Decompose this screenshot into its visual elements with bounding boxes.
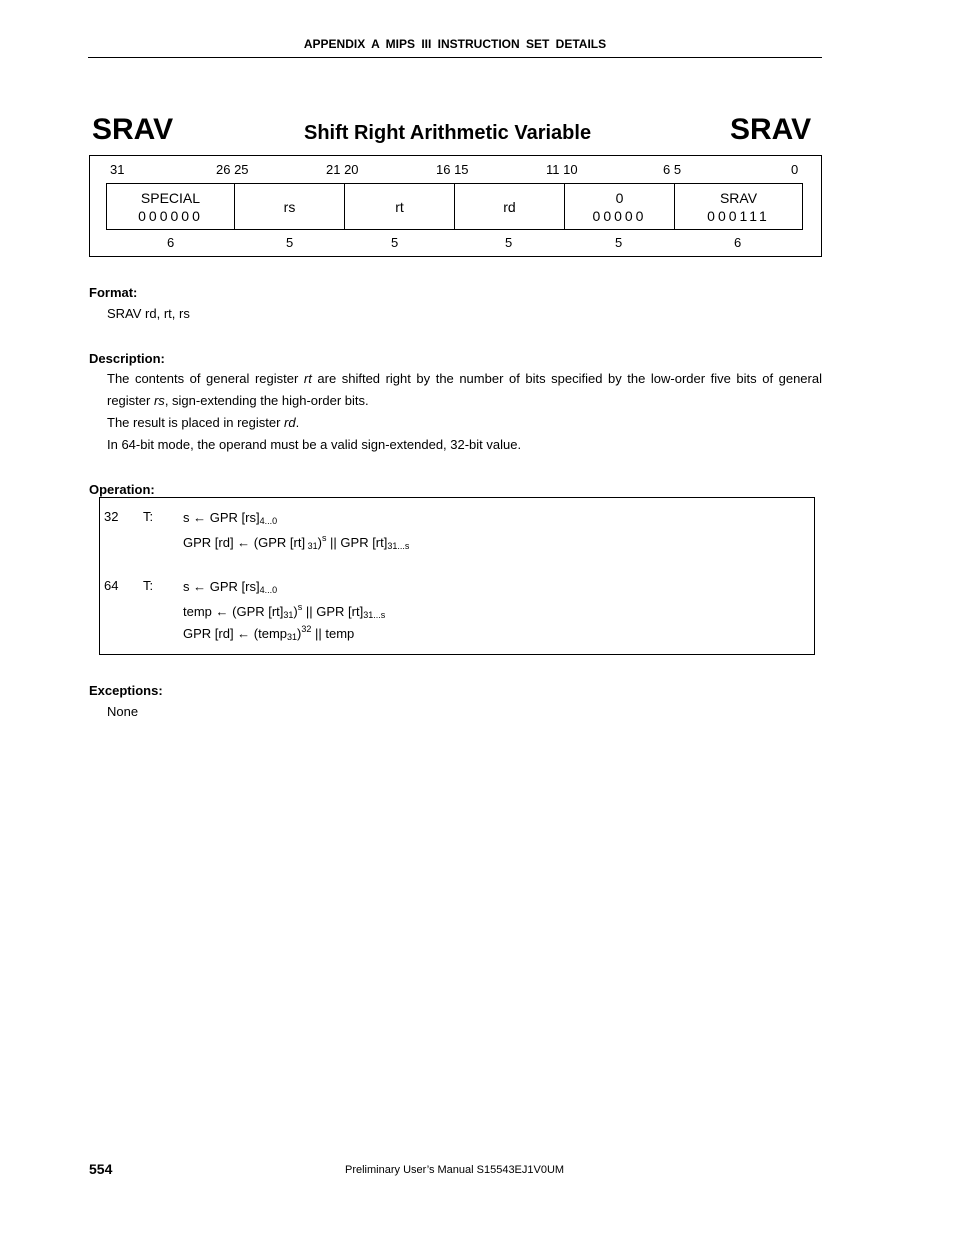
field-width: 6 (734, 235, 742, 250)
field-name: rd (503, 198, 516, 215)
text-run: ) (293, 604, 298, 619)
text-run: GPR [rd] ← (GPR [rt] (183, 535, 306, 550)
field-width: 5 (391, 235, 399, 250)
footer-manual-id: Preliminary User’s Manual S15543EJ1V0UM (345, 1164, 565, 1176)
field-code: 00000 (592, 207, 647, 224)
register-rt: rt (303, 371, 312, 386)
subscript: 4...0 (259, 516, 278, 526)
page-number: 554 (89, 1161, 113, 1177)
text-run: The result is placed in register (107, 415, 285, 430)
operation-line (183, 579, 277, 595)
field-name: SRAV (719, 189, 758, 206)
mode-32-label: 32 (104, 509, 119, 524)
encoding-fields (106, 183, 803, 230)
text-run: The contents of general register (107, 371, 304, 386)
field-name: SPECIAL (140, 189, 201, 206)
bit-label: 21 20 (326, 162, 359, 177)
running-head: APPENDIX A MIPS III INSTRUCTION SET DETAILS (303, 37, 607, 51)
text-run: . (295, 415, 300, 430)
field-code: 000111 (707, 207, 770, 224)
description-paragraph (107, 368, 822, 412)
text-run: ) (297, 626, 302, 641)
field-rd (455, 184, 565, 229)
text-run: ) (317, 535, 322, 550)
field-width: 5 (615, 235, 623, 250)
mode-64-label: 64 (104, 578, 119, 593)
text-run: , sign-extending the high-order bits. (164, 393, 369, 408)
text-run: are shifted right by the number of bits specified by the low-order five bits of general register (107, 371, 822, 408)
instruction-title: Shift Right Arithmetic Variable (304, 122, 592, 144)
description-paragraph: In 64-bit mode, the operand must be a valid sign-extended, 32-bit value. (107, 437, 522, 452)
header-rule (88, 57, 822, 58)
encoding-diagram (89, 155, 822, 257)
subscript: 31...s (387, 541, 410, 551)
text-run: || GPR [rt] (326, 535, 388, 550)
subscript: 31 (305, 541, 318, 551)
operation-box (99, 497, 815, 655)
operation-line (183, 510, 277, 526)
field-name: 0 (615, 189, 624, 206)
operation-line (183, 602, 385, 620)
field-rt (345, 184, 455, 229)
mnemonic-left: SRAV (92, 113, 174, 146)
subscript: 4...0 (259, 585, 278, 595)
bit-label: 6 5 (663, 162, 682, 177)
bit-label: 31 (110, 162, 125, 177)
mnemonic-right: SRAV (730, 113, 812, 146)
field-width: 5 (286, 235, 294, 250)
register-rd: rd (284, 415, 296, 430)
format-heading: Format: (89, 285, 138, 300)
bit-label: 0 (791, 162, 799, 177)
timing-label: T: (143, 578, 154, 593)
timing-label: T: (143, 509, 154, 524)
superscript: s (321, 533, 327, 543)
bit-label: 26 25 (216, 162, 249, 177)
operation-heading: Operation: (89, 482, 155, 497)
exceptions-text: None (107, 704, 139, 719)
field-special (107, 184, 235, 229)
format-syntax: SRAV rd, rt, rs (107, 306, 190, 321)
field-code: 000000 (138, 207, 203, 224)
field-width: 6 (167, 235, 175, 250)
bit-label: 16 15 (436, 162, 469, 177)
exceptions-heading: Exceptions: (89, 683, 163, 698)
field-name: rs (283, 198, 296, 215)
field-function (675, 184, 802, 229)
bit-label: 11 10 (546, 162, 578, 177)
text-run: GPR [rd] ← (temp (183, 626, 288, 641)
field-zero (565, 184, 675, 229)
text-run: || temp (311, 626, 355, 641)
superscript: 32 (301, 624, 312, 634)
text-run: s ← GPR [rs] (183, 579, 260, 594)
subscript: 31 (287, 632, 298, 642)
text-run: || GPR [rt] (302, 604, 364, 619)
text-run: s ← GPR [rs] (183, 510, 260, 525)
field-name: rt (395, 198, 404, 215)
description-paragraph (107, 412, 822, 434)
description-body (107, 368, 822, 456)
superscript: s (297, 602, 303, 612)
register-rs: rs (153, 393, 165, 408)
subscript: 31 (283, 610, 294, 620)
description-heading: Description: (89, 351, 165, 366)
text-run: temp ← (GPR [rt] (183, 604, 284, 619)
operation-line (183, 533, 409, 551)
subscript: 31...s (363, 610, 386, 620)
field-width: 5 (505, 235, 513, 250)
field-rs (235, 184, 345, 229)
operation-line (183, 624, 354, 642)
